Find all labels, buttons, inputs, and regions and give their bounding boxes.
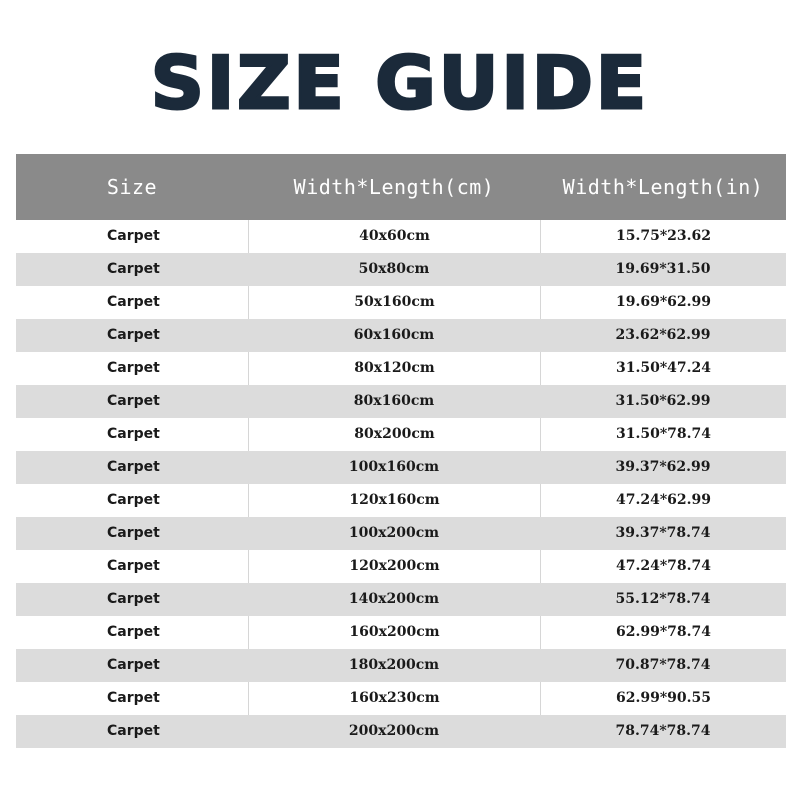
cell-size: Carpet xyxy=(107,360,160,376)
table-row xyxy=(16,484,786,517)
cell-cm: 50x80cm xyxy=(358,261,430,277)
cell-in: 78.74*78.74 xyxy=(615,723,711,739)
table-row xyxy=(16,616,786,649)
cell-in: 19.69*62.99 xyxy=(540,286,786,319)
cell-in: 39.37*62.99 xyxy=(615,459,711,475)
header-cm: Width*Length(cm) xyxy=(293,175,495,199)
cell-in: 31.50*62.99 xyxy=(615,393,711,409)
cell-size: Carpet xyxy=(107,657,160,673)
table-row xyxy=(16,715,786,748)
cell-cm: 160x230cm xyxy=(248,682,540,715)
table-row xyxy=(16,352,786,385)
cell-size: Carpet xyxy=(107,723,160,739)
cell-size: Carpet xyxy=(107,591,160,607)
cell-cm: 160x200cm xyxy=(248,616,540,649)
cell-cm: 50x160cm xyxy=(248,286,540,319)
cell-in: 55.12*78.74 xyxy=(615,591,711,607)
table-row xyxy=(16,649,786,682)
table-row xyxy=(16,220,786,253)
cell-size: Carpet xyxy=(107,690,160,706)
cell-size: Carpet xyxy=(107,393,160,409)
size-table xyxy=(16,154,786,748)
cell-size: Carpet xyxy=(107,459,160,475)
cell-size: Carpet xyxy=(107,327,160,343)
cell-in: 39.37*78.74 xyxy=(615,525,711,541)
cell-in: 62.99*90.55 xyxy=(540,682,786,715)
cell-cm: 200x200cm xyxy=(348,723,440,739)
cell-size: Carpet xyxy=(107,261,160,277)
cell-in: 47.24*62.99 xyxy=(540,484,786,517)
cell-cm: 140x200cm xyxy=(348,591,440,607)
cell-cm: 120x160cm xyxy=(248,484,540,517)
header-in: Width*Length(in) xyxy=(562,175,764,199)
cell-in: 31.50*47.24 xyxy=(540,352,786,385)
cell-cm: 180x200cm xyxy=(348,657,440,673)
table-header xyxy=(16,154,786,220)
cell-cm: 100x200cm xyxy=(348,525,440,541)
cell-cm: 60x160cm xyxy=(353,327,435,343)
table-row xyxy=(16,550,786,583)
cell-in: 47.24*78.74 xyxy=(540,550,786,583)
page-title: SIZE GUIDE xyxy=(150,41,650,125)
cell-size: Carpet xyxy=(107,228,160,244)
cell-in: 15.75*23.62 xyxy=(540,220,786,253)
table-row xyxy=(16,253,786,286)
cell-size: Carpet xyxy=(107,624,160,640)
cell-size: Carpet xyxy=(107,492,160,508)
cell-in: 19.69*31.50 xyxy=(615,261,711,277)
cell-cm: 80x200cm xyxy=(248,418,540,451)
cell-in: 23.62*62.99 xyxy=(615,327,711,343)
table-row xyxy=(16,682,786,715)
cell-size: Carpet xyxy=(107,525,160,541)
table-row xyxy=(16,451,786,484)
cell-size: Carpet xyxy=(107,558,160,574)
header-size: Size xyxy=(106,175,158,199)
cell-cm: 80x160cm xyxy=(353,393,435,409)
table-row xyxy=(16,517,786,550)
cell-cm: 40x60cm xyxy=(248,220,540,253)
table-row xyxy=(16,319,786,352)
cell-size: Carpet xyxy=(107,426,160,442)
table-row xyxy=(16,286,786,319)
table-row xyxy=(16,385,786,418)
cell-in: 62.99*78.74 xyxy=(540,616,786,649)
cell-size: Carpet xyxy=(107,294,160,310)
cell-in: 70.87*78.74 xyxy=(615,657,711,673)
cell-in: 31.50*78.74 xyxy=(540,418,786,451)
cell-cm: 120x200cm xyxy=(248,550,540,583)
cell-cm: 100x160cm xyxy=(348,459,440,475)
cell-cm: 80x120cm xyxy=(248,352,540,385)
table-body xyxy=(16,220,786,748)
table-row xyxy=(16,418,786,451)
table-row xyxy=(16,583,786,616)
